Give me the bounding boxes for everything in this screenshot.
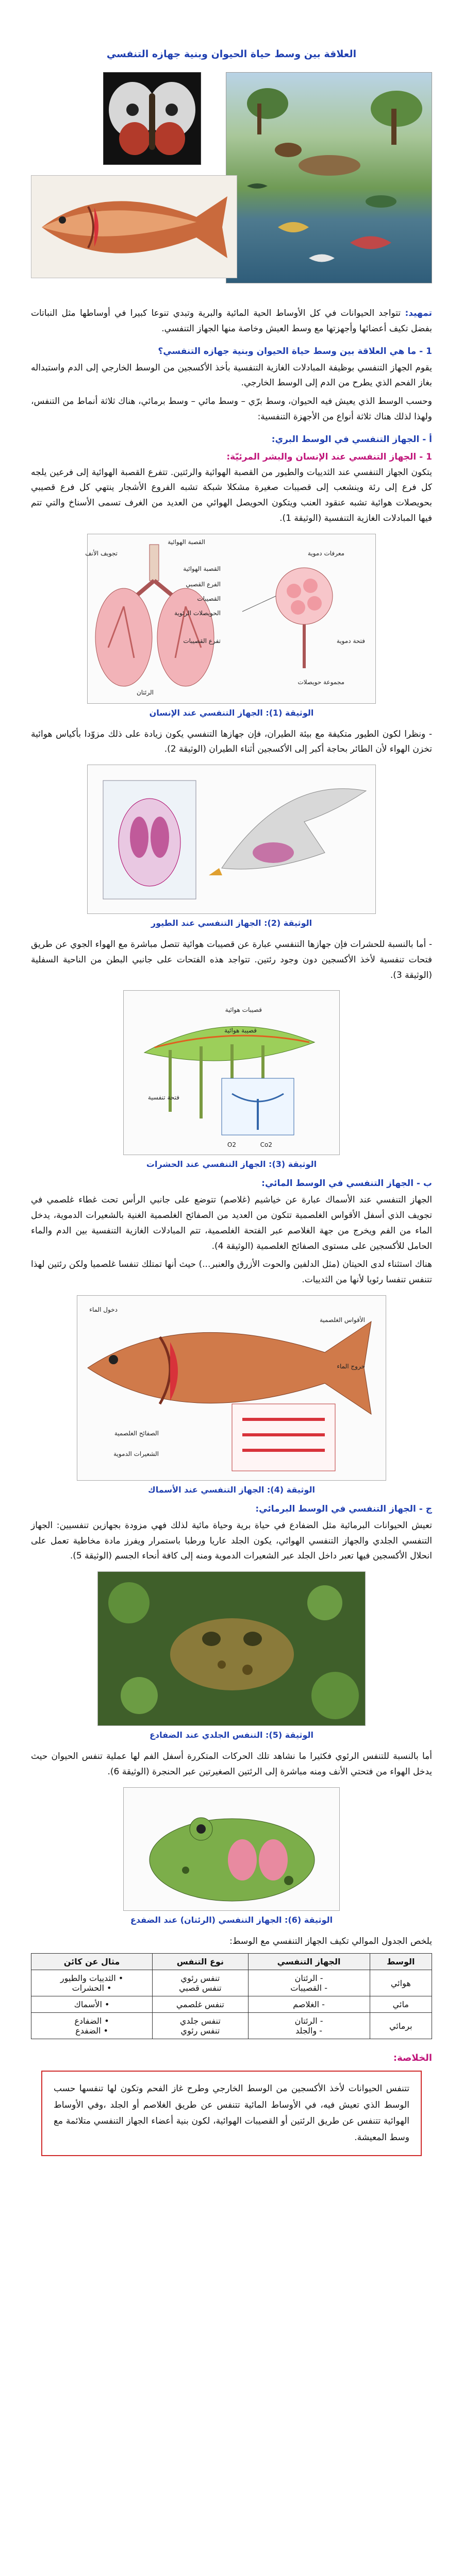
- doc3-label-0: قصيبات هوائية: [225, 1006, 262, 1014]
- hero-side-images: [31, 72, 237, 283]
- doc1-label-0: القصبة الهوائية: [168, 538, 205, 546]
- table-header-row: [31, 1954, 432, 1970]
- doc3-label-4: Co2: [260, 1141, 272, 1149]
- table-cell: • الأسماك: [31, 1996, 153, 2013]
- summary-table: [31, 1953, 432, 2039]
- table-row: [31, 1996, 432, 2013]
- doc1-label-8: معرفات دموية: [307, 549, 344, 557]
- paragraph-habitats: وحسب الوسط الذي يعيش فيه الحيوان، وسط برّي – وسط مائي – وسط برمائي، هناك ثلاثة أنماط من التنفس، ولهذا لذلك هناك ثلاثة أنواع من الأجهزة التنفسية:: [31, 396, 432, 422]
- table-cell: تنفس رئوي تنفس قصبي: [153, 1970, 249, 1996]
- section-a-sub1: 1 - الجهاز التنفسي عند الإنسان والبشر المرئيّة:: [226, 451, 432, 462]
- table-cell: - الرئتان - القصيبات: [248, 1970, 370, 1996]
- document-6-frog-lungs: [123, 1787, 340, 1911]
- insect-tracheae-graphic: [124, 991, 339, 1155]
- conclusion-heading: الخلاصة:: [393, 2053, 432, 2064]
- table-row: [31, 1970, 432, 1996]
- moth-graphic: [104, 73, 201, 164]
- document-5-frog-skin: [97, 1571, 366, 1726]
- bird-respiratory-graphic: [88, 765, 375, 913]
- moth-image: [103, 72, 201, 165]
- doc4-label-2: خروج الماء: [337, 1362, 365, 1370]
- human-lungs-graphic: [88, 534, 375, 703]
- table-row: [31, 2013, 432, 2039]
- section-b-heading: ب - الجهاز التنفسي في الوسط المائي:: [261, 1178, 432, 1189]
- doc3-label-1: قصيبة هوائية: [224, 1027, 257, 1035]
- paragraph-gas-exchange: يقوم الجهاز التنفسي بوظيفة المبادلات الغازية التنفسية بأخذ الأكسجين من الوسط الخارجي إلى الدم واستبداله بغاز الفحم الذي يطرح من الدم إلى الوسط الخارجي.: [31, 362, 432, 388]
- section-a-paragraph-1: يتكون الجهاز التنفسي عند الثدييات والطيور من القصبة الهوائية والرئتين. تتفرع القصبة الهوائية إلى فرعين يلجه كل فرع إلى رئة وينشعب إلى قصيبات صغيرة مشكلا شبكة تشبه الفروع الأشجار ينتهي كل فرع قصيبي بحويصلات هوائية تشبه عنقود العنب ويتكون الحويصل الهوائي من العديد من الغرف تسمى الأسناخ والتي تتم فيها المبادلات الغازية التنفسية (الوثيقة 1).: [31, 467, 432, 523]
- question-heading: 1 - ما هي العلاقة بين وسط حياة الحيوان وبنية جهازه التنفسي؟: [158, 346, 432, 357]
- doc1-label-6: الرئتان: [136, 688, 154, 696]
- document-4-caption: الوثيقة (4): الجهاز التنفسي عند الأسماك: [148, 1484, 315, 1495]
- doc1-label-5: الحويصلات الرئوية: [174, 609, 221, 617]
- document-4-fish-gills: [77, 1295, 386, 1481]
- table-cell: - الغلاصم: [248, 1996, 370, 2013]
- section-c-heading: ج - الجهاز التنفسي في الوسط البرمائي:: [255, 1503, 432, 1514]
- doc1-label-4: القصيبات: [197, 595, 221, 602]
- habitats-scene-graphic: [226, 73, 432, 283]
- section-b-paragraph-1: الجهاز التنفسي عند الأسماك عبارة عن خياشيم (غلاصم) تتوضع على جانبي الرأس تحت غطاء غلصمي في تجويف الذي أسفل الأقواس الغلصمية تتكون من العديد من الصفائح الغلصمية الغنية بالشعيرات الدموية، يدخل الماء من الفم ويخرج من جهة الغلاصم عبر الفتحة الغلصمية، تتم المبادلات الغازية التنفسية بين الدم والماء الحامل للأكسجين على مستوى الصفائح الغلصمية (الوثيقة 4).: [31, 1195, 432, 1251]
- document-3-insect-tracheae: [123, 990, 340, 1155]
- document-1-caption: الوثيقة (1): الجهاز التنفسي عند الإنسان: [149, 707, 314, 718]
- doc1-label-9: مجموعة حويصلات: [297, 678, 344, 686]
- table-header: الوسط: [370, 1954, 432, 1970]
- table-cell: برمائي: [370, 2013, 432, 2039]
- doc1-label-10: فتحة دموية: [336, 637, 365, 645]
- section-b-paragraph-2: هناك استثناء لدى الحيتان (مثل الدلفين والحوت الأزرق والعنبر...) حيث أنها تمتلك تنفسا غلصميا ولكن رئتين لهذا تتنفس تنفسا رئويا لأنها من الثدييات.: [31, 1259, 432, 1285]
- section-a-heading: أ - الجهاز التنفسي في الوسط البري:: [271, 434, 432, 445]
- table-cell: - الرئتان - والجلد: [248, 2013, 370, 2039]
- doc4-label-4: الشعيرات الدموية: [113, 1450, 159, 1458]
- table-cell: • الثدييات والطيور • الحشرات: [31, 1970, 153, 1996]
- doc3-label-2: فتحة تنفسية: [147, 1094, 179, 1101]
- section-a-paragraph-3: - أما بالنسبة للحشرات فإن جهازها التنفسي عبارة عن قصيبات هوائية تتصل مباشرة مع الهواء الجوي عن طريق فتحات تنفسية لأخذ الأكسجين دون وجود رئتين. تتواجد هذه الفتحات على جانبي البطن من الناحية السفلية (الوثيقة 3).: [31, 939, 432, 980]
- table-header: مثال عن كائن: [31, 1954, 153, 1970]
- doc1-label-7: تفرع القصيبات: [183, 637, 221, 645]
- section-c-paragraph-2: أما بالنسبة للتنفس الرئوي فكثيرا ما نشاهد تلك الحركات المتكررة أسفل الفم لها عملية تنفس الحيوان حيث يدخل الهواء من فتحتي الأنف ومنه مباشرة إلى الرئتين الصغيرتين عبر الحنجرة (الوثيقة 6).: [31, 1751, 432, 1777]
- section-a-paragraph-2: - ونظرا لكون الطيور متكيفة مع بيئة الطيران، فإن جهازها التنفسي يكون زيادة على ذلك مزوّدا بأكياس هوائية تخزن الهواء لأن الطائر بحاجة أكبر إلى الأكسجين أثناء الطيران (الوثيقة 2).: [31, 728, 432, 755]
- doc3-label-3: O2: [227, 1141, 236, 1149]
- table-cell: • الضفادع • الضفدع: [31, 2013, 153, 2039]
- document-1-human-lungs: [87, 534, 376, 704]
- document-6-caption: الوثيقة (6): الجهاز التنفسي (الرئتان) عند الضفدع: [130, 1914, 333, 1925]
- intro-paragraph: [31, 306, 432, 337]
- table-cell: هوائي: [370, 1970, 432, 1996]
- doc1-label-3: الفرع القصبي: [186, 580, 221, 588]
- intro-text: تتواجد الحيوانات في كل الأوساط الحية المائية والبرية وتبدي تنوعا كبيرا في أوساطها مثل النباتات بفضل تكيف أعضائها وأجهزتها مع وسط العيش وخاصة منها الجهاز التنفسي.: [31, 308, 432, 334]
- frog-skin-graphic: [98, 1572, 365, 1725]
- table-intro: يلخص الجدول الموالي تكيف الجهاز التنفسي مع الوسط:: [229, 1936, 432, 1946]
- document-2-bird-respiratory: [87, 765, 376, 914]
- doc1-label-1: تجويف الأنف: [85, 549, 118, 557]
- doc4-label-0: دخول الماء: [89, 1306, 118, 1313]
- habitats-illustration: [226, 72, 432, 283]
- intro-label: تمهيد:: [405, 308, 432, 318]
- fish-graphic: [31, 176, 237, 278]
- doc4-label-3: الصفائح الغلصمية: [114, 1429, 159, 1437]
- page-title: العلاقة بين وسط حياة الحيوان وبنية جهازه التنفسي: [106, 48, 357, 60]
- fish-gill-image: [31, 175, 237, 278]
- section-c-paragraph-1: تعيش الحيوانات البرمائية مثل الضفادع في حياة برية وحياة مائية لذلك فهي مزودة بجهازين تنفسيين: الجهاز التنفسي الجلدي والجهاز التنفسي الهوائي، يكون الجلد عاريا ورطبا باستمرار ويفرز مادة مخاطية تعمل على انحلال الأكسجين فيها تعبر داخل الجلد عبر الشعيرات الدموية ومنه إلى كافة أنحاء الجسم (الوثيقة 5).: [31, 1520, 432, 1562]
- conclusion-box: تتنفس الحيوانات لأخذ الأكسجين من الوسط الخارجي وطرح غاز الفحم وتكون لها تنفسها حسب الوسط الذي تعيش فيه، في الأوساط المائية تتنفس عن طريق الغلاصم أو الجلد ،وفي الأوساط الهوائية تتنفس عن طريق الرئتين أو القصيبات الهوائية، لكون بنية أعضاء الجهاز التنفسي متلائمة مع وسط المعيشة.: [41, 2071, 422, 2156]
- table-cell: تنفس غلصمي: [153, 1996, 249, 2013]
- table-header: الجهاز التنفسي: [248, 1954, 370, 1970]
- document-5-caption: الوثيقة (5): التنفس الجلدي عند الضفادع: [149, 1730, 314, 1740]
- table-cell: تنفس جلدي تنفس رئوي: [153, 2013, 249, 2039]
- doc1-label-2: القصبة الهوائية: [183, 565, 221, 572]
- doc4-label-1: الأقواس الغلصمية: [319, 1316, 365, 1324]
- document-3-caption: الوثيقة (3): الجهاز التنفسي عند الحشرات: [146, 1159, 317, 1170]
- table-header: نوع التنفس: [153, 1954, 249, 1970]
- hero-images: [31, 72, 432, 289]
- frog-lungs-graphic: [124, 1788, 339, 1910]
- document-2-caption: الوثيقة (2): الجهاز التنفسي عند الطيور: [151, 918, 312, 928]
- table-cell: مائي: [370, 1996, 432, 2013]
